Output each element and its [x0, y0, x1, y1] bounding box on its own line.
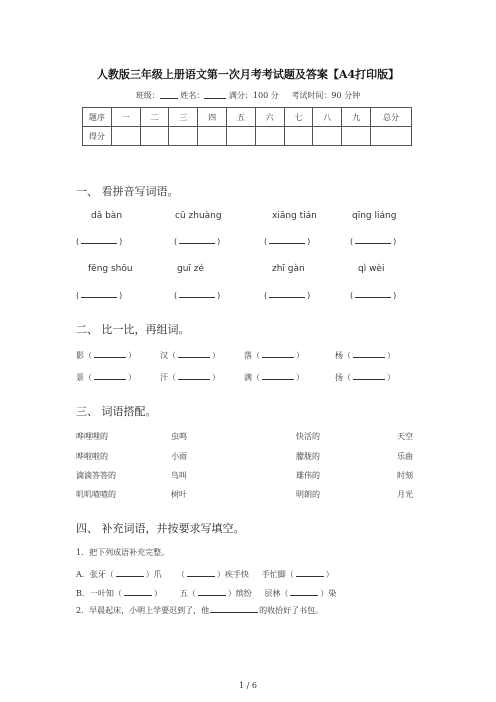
idiom-text: B．一叶知（	[76, 589, 122, 598]
name-label: 姓名：	[180, 91, 205, 100]
score-cell[interactable]	[111, 127, 140, 146]
match-right-noun: 乐曲	[397, 452, 413, 461]
class-label: 班级：	[135, 91, 160, 100]
score-table-header: 七	[284, 108, 313, 127]
match-right-adjective: 雄伟的	[296, 471, 320, 480]
answer-blank[interactable]: ( )	[76, 291, 123, 300]
answer-blank[interactable]: ( )	[350, 237, 397, 246]
compare-item[interactable]: 汗（ ）	[160, 373, 220, 382]
full-score: 满分：100 分	[228, 91, 279, 100]
match-right-adjective: 明朗的	[296, 490, 320, 499]
match-left-noun: 小雨	[171, 452, 187, 461]
compare-char: 影	[76, 351, 84, 360]
score-cell[interactable]	[284, 127, 313, 146]
score-cell[interactable]	[226, 127, 255, 146]
idiom-text: ）	[153, 589, 162, 598]
pinyin-item: xiāng tián	[272, 211, 317, 221]
score-row-label: 得分	[83, 127, 112, 146]
question-2-text-end: 的收拾好了书包。	[259, 606, 324, 615]
exam-info-line	[0, 90, 496, 101]
idiom-text: ）染	[320, 589, 337, 598]
pinyin-item: fēng shōu	[88, 264, 133, 274]
compare-item[interactable]: 杨（ ）	[335, 351, 395, 360]
idiom-text: ）	[325, 570, 334, 579]
score-table-header: 五	[226, 108, 255, 127]
score-table-header: 四	[198, 108, 227, 127]
idiom-text: ）疾手快	[217, 570, 250, 579]
match-left-adjective: 滴滴答答的	[76, 471, 116, 480]
pinyin-item: cū zhuàng	[175, 211, 222, 221]
pinyin-item: zhī gàn	[272, 264, 305, 274]
idiom-blank[interactable]	[198, 588, 226, 596]
idiom-blank[interactable]	[296, 569, 324, 577]
pinyin-item: qīng liáng	[352, 211, 397, 221]
idiom-text: 五（	[179, 589, 196, 598]
score-table-header: 总分	[371, 108, 412, 127]
idiom-blank[interactable]	[187, 569, 215, 577]
section-3-heading: 三、 词语搭配。	[76, 405, 157, 418]
score-table-header: 二	[140, 108, 169, 127]
score-cell[interactable]	[198, 127, 227, 146]
score-table-header: 三	[169, 108, 198, 127]
match-left-noun: 鸟叫	[171, 471, 187, 480]
name-blank[interactable]	[204, 90, 226, 99]
idiom-text: ）缤纷	[227, 589, 252, 598]
question-2-text: 2．早晨起床，小明上学要迟到了，他	[76, 606, 210, 615]
match-left-adjective: 哗啦啦的	[76, 452, 108, 461]
answer-blank[interactable]: ( )	[264, 237, 311, 246]
idiom-text: 手忙脚（	[261, 570, 294, 579]
score-table	[82, 107, 412, 146]
match-right-noun: 月光	[397, 490, 413, 499]
exam-time: 考试时间：90 分钟	[291, 91, 361, 100]
score-cell[interactable]	[255, 127, 284, 146]
match-left-noun: 虫鸣	[171, 432, 187, 441]
score-table-header: 题序	[83, 108, 112, 127]
idiom-text: （	[177, 570, 186, 579]
compare-char: 汗	[160, 373, 168, 382]
question-2	[76, 605, 323, 616]
score-table-header: 八	[313, 108, 342, 127]
match-right-adjective: 朦胧的	[296, 452, 320, 461]
match-left-adjective: 叽叽喳喳的	[76, 490, 116, 499]
score-cell[interactable]	[313, 127, 342, 146]
answer-blank[interactable]: ( )	[264, 291, 311, 300]
answer-blank[interactable]: ( )	[174, 237, 221, 246]
score-cell[interactable]	[169, 127, 198, 146]
compare-item[interactable]: 扬（ ）	[335, 373, 395, 382]
section-4-heading: 四、 补充词语，并按要求写填空。	[76, 522, 245, 535]
section-2-heading: 二、 比一比，再组词。	[76, 323, 190, 336]
answer-blank[interactable]: ( )	[174, 291, 221, 300]
answer-blank[interactable]: ( )	[76, 237, 123, 246]
idiom-line-b	[76, 588, 336, 599]
score-cell[interactable]	[371, 127, 412, 146]
page-number: 1 / 6	[239, 681, 257, 690]
compare-char: 扬	[335, 373, 343, 382]
score-table-header: 一	[111, 108, 140, 127]
compare-item[interactable]: 汉（ ）	[160, 351, 220, 360]
compare-item[interactable]: 满（ ）	[244, 373, 304, 382]
idiom-text: ）爪	[145, 570, 162, 579]
document-title: 人教版三年级上册语文第一次月考考试题及答案【A4打印版】	[96, 68, 400, 81]
idiom-blank[interactable]	[290, 588, 318, 596]
class-blank[interactable]	[160, 90, 178, 99]
match-right-adjective: 快活的	[296, 432, 320, 441]
score-table-score-row	[83, 127, 412, 146]
score-table-header: 九	[342, 108, 371, 127]
compare-char: 杨	[335, 351, 343, 360]
compare-char: 景	[76, 373, 84, 382]
compare-item[interactable]: 景（ ）	[76, 373, 136, 382]
section-1-heading: 一、 看拼音写词语。	[76, 185, 179, 198]
compare-char: 汉	[160, 351, 168, 360]
score-table-header: 六	[255, 108, 284, 127]
question-1-text: 1．把下列成语补充完整。	[76, 548, 170, 557]
question-2-blank[interactable]	[210, 605, 258, 613]
score-cell[interactable]	[140, 127, 169, 146]
idiom-blank[interactable]	[116, 569, 144, 577]
score-table-header-row	[83, 108, 412, 127]
compare-item[interactable]: 落（ ）	[244, 351, 304, 360]
pinyin-item: guī zé	[177, 264, 205, 274]
score-cell[interactable]	[342, 127, 371, 146]
answer-blank[interactable]: ( )	[350, 291, 397, 300]
compare-item[interactable]: 影（ ）	[76, 351, 136, 360]
compare-char: 落	[244, 351, 252, 360]
idiom-text: 层林（	[264, 589, 289, 598]
match-right-noun: 时刻	[397, 471, 413, 480]
pinyin-item: qì wèi	[358, 264, 385, 274]
pinyin-item: dǎ bàn	[91, 211, 123, 221]
idiom-text: A．张牙（	[76, 570, 114, 579]
match-left-adjective: 哗哩哩的	[76, 432, 108, 441]
idiom-line-a	[76, 569, 334, 580]
compare-char: 满	[244, 373, 252, 382]
match-right-noun: 天空	[397, 432, 413, 441]
idiom-blank[interactable]	[124, 588, 152, 596]
match-left-noun: 树叶	[171, 490, 187, 499]
